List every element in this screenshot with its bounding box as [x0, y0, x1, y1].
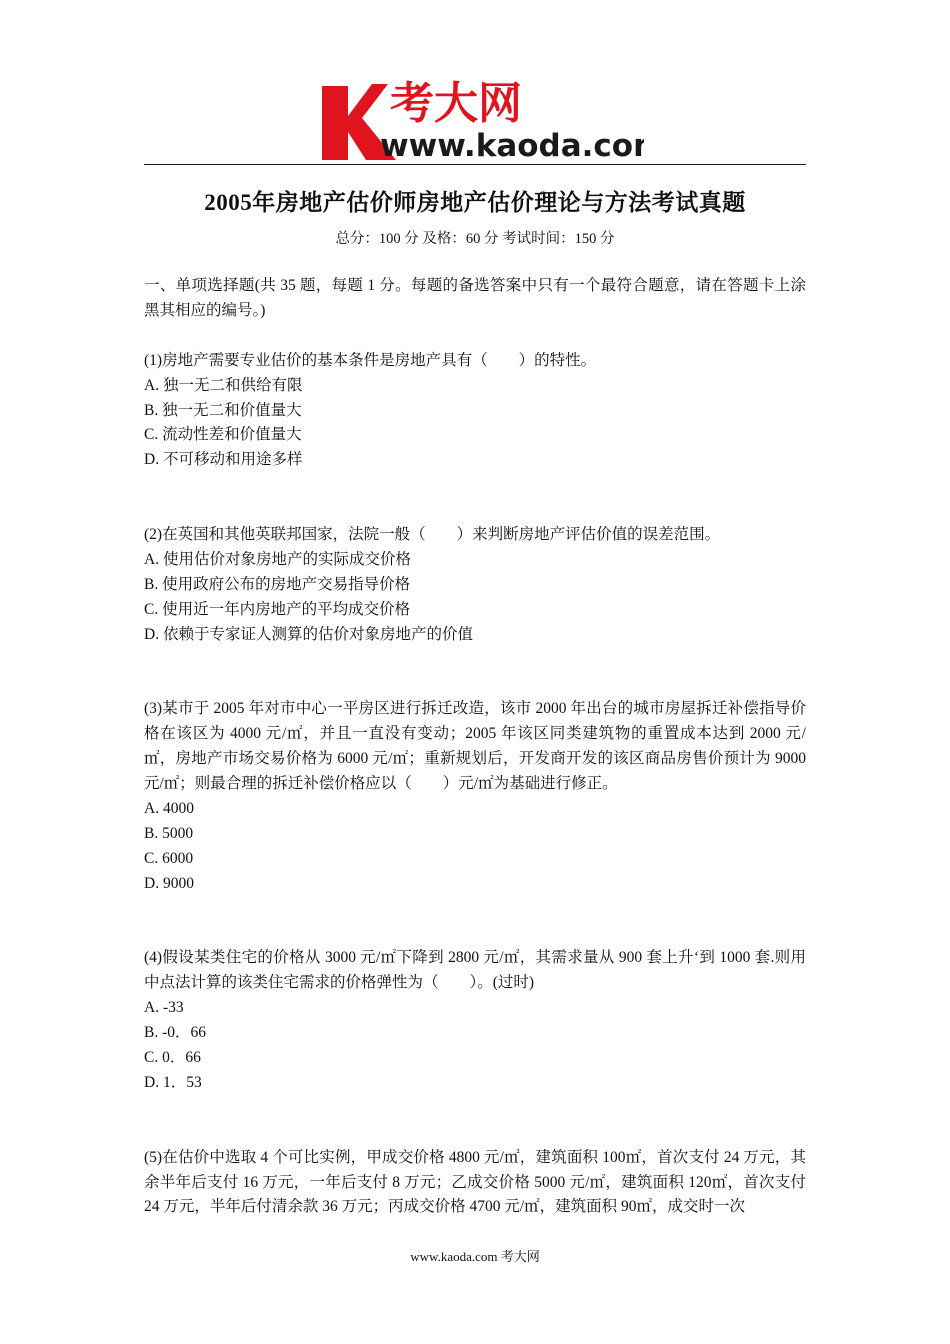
option-c: C. 流动性差和价值量大	[144, 426, 302, 444]
logo-url-text: www.kaoda.com	[380, 128, 644, 164]
header-rule	[144, 164, 806, 165]
document-body	[144, 274, 806, 1220]
page-title: 2005年房地产估价师房地产估价理论与方法考试真题	[204, 190, 746, 215]
option-d: D. 不可移动和用途多样	[144, 451, 303, 469]
option-a: A. 使用估价对象房地产的实际成交价格	[144, 550, 411, 568]
option-a: A. -33	[144, 999, 184, 1017]
option-b: B. 独一无二和价值量大	[144, 401, 302, 419]
option-c: C. 0．66	[144, 1049, 201, 1067]
section-heading: 一、单项选择题(共 35 题，每题 1 分。每题的备选答案中只有一个最符合题意，请在答题卡上涂黑其相应的编号。)	[144, 277, 806, 319]
question-5	[144, 1146, 806, 1221]
option-c: C. 6000	[144, 849, 194, 867]
question-stem: (1)房地产需要专业估价的基本条件是房地产具有（ ）的特性。	[144, 351, 597, 369]
option-a: A. 独一无二和供给有限	[144, 376, 303, 394]
option-d: D. 9000	[144, 874, 194, 892]
question-stem: (3)某市于 2005 年对市中心一平房区进行拆迁改造，该市 2000 年出台的城市房屋拆迁补偿指导价格在该区为 4000 元/㎡，并且一直没有变动；2005 年该区同类建筑物的重置成本达到 2000 元/㎡，房地产市场交易价格为 6000 元/㎡；重新规划后，开发商开发的该区商品房售价预计为 9000 元/㎡；则最合理的拆迁补偿价格应以（ ）元/㎡为基础进行修正。	[144, 700, 806, 793]
exam-meta: 总分：100 分 及格：60 分 考试时间：150 分	[335, 231, 615, 247]
option-d: D. 依赖于专家证人测算的估价对象房地产的价值	[144, 625, 473, 643]
question-stem: (4)假设某类住宅的价格从 3000 元/㎡下降到 2800 元/㎡，其需求量从 900 套上升‘到 1000 套.则用中点法计算的该类住宅需求的价格弹性为（ ）。(过时)	[144, 949, 806, 992]
question-2	[144, 523, 806, 648]
page-footer: www.kaoda.com 考大网	[410, 1249, 540, 1264]
option-d: D. 1．53	[144, 1073, 202, 1091]
question-stem: (2)在英国和其他英联邦国家，法院一般（ ）来判断房地产评估价值的误差范围。	[144, 526, 721, 544]
option-b: B. 使用政府公布的房地产交易指导价格	[144, 575, 411, 593]
logo-chinese-text: 考大网	[390, 78, 522, 129]
question-3	[144, 697, 806, 896]
question-4	[144, 946, 806, 1095]
option-b: B. 5000	[144, 824, 194, 842]
kaoda-logo	[314, 72, 644, 164]
option-a: A. 4000	[144, 799, 194, 817]
option-b: B. -0．66	[144, 1024, 207, 1042]
question-1	[144, 349, 806, 474]
option-c: C. 使用近一年内房地产的平均成交价格	[144, 600, 411, 618]
question-stem: (5)在估价中选取 4 个可比实例，甲成交价格 4800 元/㎡，建筑面积 100㎡，首次支付 24 万元，其余半年后支付 16 万元，一年后支付 8 万元；乙成交价格 5000 元/㎡，建筑面积 120㎡，首次支付 24 万元，半年后付清余款 36 万元；丙成交价格 4700 元/㎡，建筑面积 90㎡，成交时一次	[144, 1148, 806, 1216]
